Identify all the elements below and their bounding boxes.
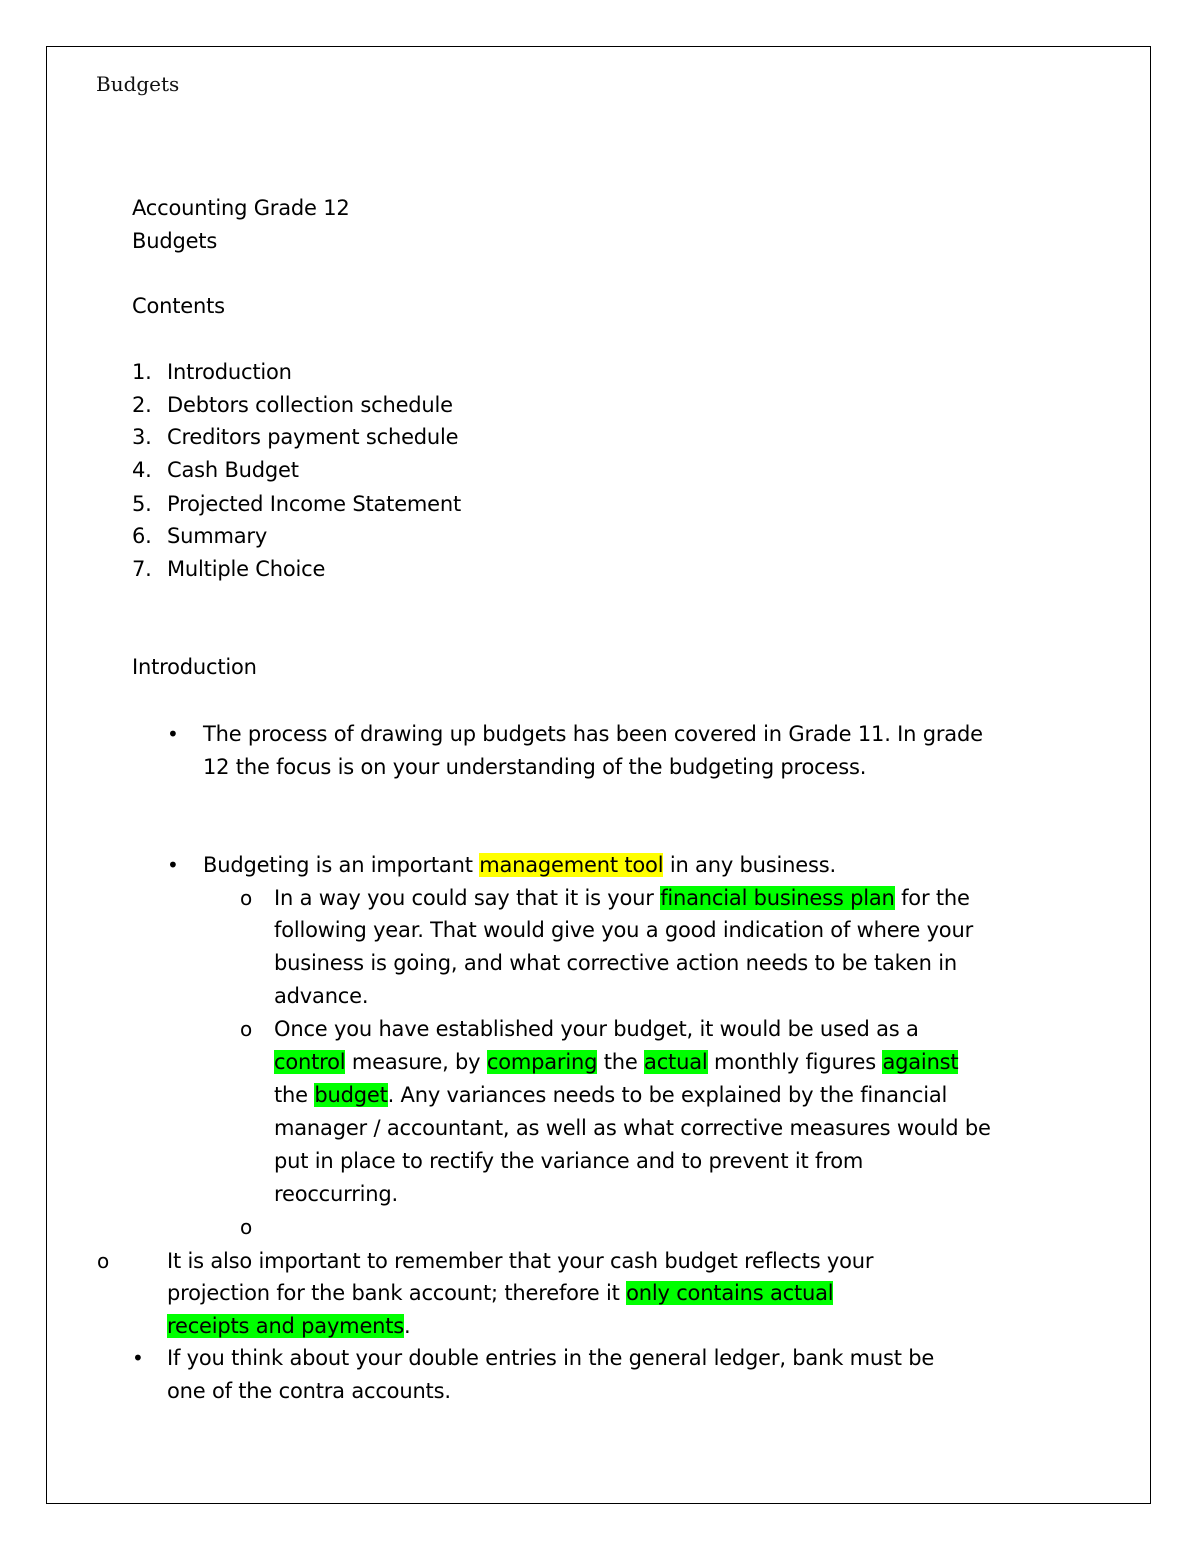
double-entry-paragraph-line: one of the contra accounts. [167,1379,451,1403]
introduction-heading: Introduction [132,655,257,679]
circle-bullet-icon: o [240,1017,253,1041]
budget-variance-line [274,1079,947,1112]
bullet-icon: • [167,722,179,746]
sub-paragraph-line: manager / accountant, as well as what corrective measures would be [274,1116,991,1140]
bullet-icon: • [167,853,179,877]
contents-number: 1. [132,360,152,384]
text-run: In a way you could say that it is your [274,886,661,910]
text-run: . Any variances needs to be explained by the financial [387,1083,948,1107]
text-run: Budgeting is an important [203,853,480,877]
circle-bullet-icon: o [240,1215,253,1239]
text-run: the [274,1083,315,1107]
contents-item-income-statement: Projected Income Statement [167,492,462,516]
cash-budget-paragraph-line: It is also important to remember that your cash budget reflects your [167,1249,874,1273]
highlight-budget: budget [314,1083,388,1107]
contents-number: 7. [132,557,152,581]
contents-item-introduction: Introduction [167,360,292,384]
contents-item-creditors: Creditors payment schedule [167,425,459,449]
contents-number: 4. [132,458,152,482]
circle-bullet-icon: o [240,886,253,910]
contents-item-summary: Summary [167,524,268,548]
contents-number: 3. [132,425,152,449]
text-run: projection for the bank account; therefore it [167,1281,627,1305]
sub-paragraph-line: business is going, and what corrective action needs to be taken in [274,951,957,975]
intro-paragraph-line: 12 the focus is on your understanding of the budgeting process. [203,755,867,779]
text-run: the [597,1050,645,1074]
text-run: for the [894,886,970,910]
text-run: in any business. [663,853,836,877]
contents-number: 6. [132,524,152,548]
contents-heading: Contents [132,294,225,318]
doc-topic: Budgets [132,229,218,253]
contents-item-cash-budget: Cash Budget [167,458,299,482]
text-run: . [404,1314,411,1338]
cash-budget-paragraph-line [167,1310,411,1343]
sub-paragraph-line: put in place to rectify the variance and to prevent it from [274,1149,864,1173]
sub-paragraph-line: Once you have established your budget, it would be used as a [274,1017,919,1041]
highlight-management-tool: management tool [479,853,664,877]
text-run: measure, by [345,1050,487,1074]
doc-subject: Accounting Grade 12 [132,196,350,220]
bullet-icon: • [132,1346,144,1370]
financial-plan-line [274,882,970,915]
contents-item-debtors: Debtors collection schedule [167,393,453,417]
highlight-comparing: comparing [486,1050,598,1074]
highlight-control: control [274,1050,346,1074]
text-run: monthly figures [707,1050,883,1074]
cash-budget-paragraph-line [167,1277,833,1310]
highlight-receipts-and-payments: receipts and payments [167,1314,405,1338]
control-measure-line [274,1046,958,1079]
contents-item-multiple-choice: Multiple Choice [167,557,326,581]
sub-paragraph-line: advance. [274,984,369,1008]
contents-number: 5. [132,492,152,516]
double-entry-paragraph-line: If you think about your double entries in the general ledger, bank must be [167,1346,935,1370]
contents-number: 2. [132,393,152,417]
sub-paragraph-line: reoccurring. [274,1182,398,1206]
highlight-financial-business-plan: financial business plan [660,886,895,910]
highlight-against: against [882,1050,959,1074]
management-tool-line [203,849,836,882]
page-header: Budgets [96,72,180,96]
intro-paragraph-line: The process of drawing up budgets has been covered in Grade 11. In grade [203,722,983,746]
sub-paragraph-line: following year. That would give you a good indication of where your [274,918,974,942]
circle-bullet-icon: o [97,1249,110,1273]
highlight-actual: actual [644,1050,708,1074]
highlight-only-contains-actual: only contains actual [626,1281,834,1305]
